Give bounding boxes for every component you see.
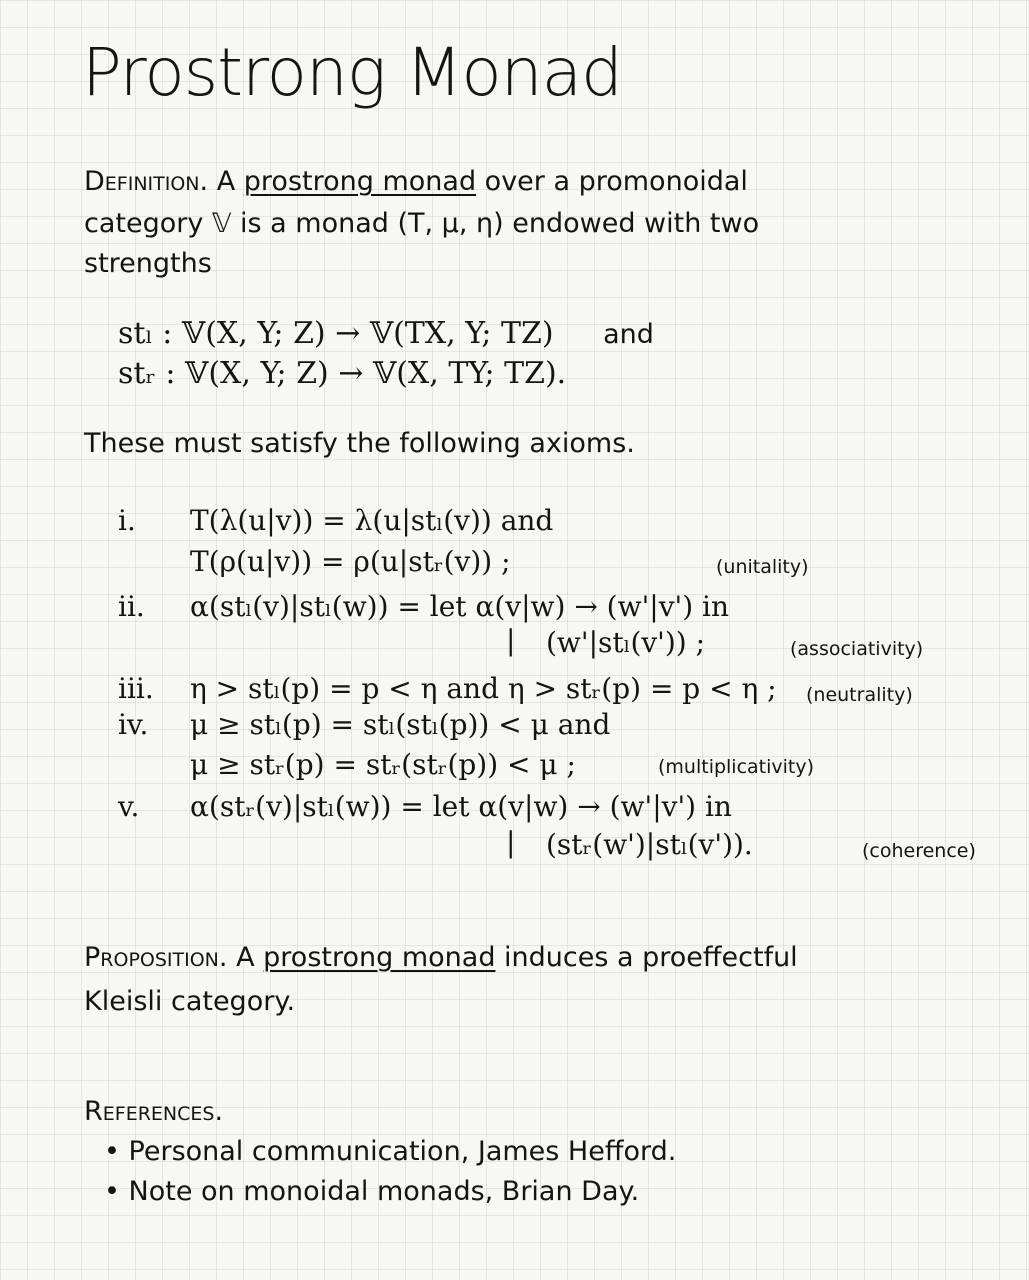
axiom-iii-text-1: η > stₗ(p) = p < η and η > stᵣ(p) = p < η ; [190, 672, 777, 705]
axiom-iii-number: iii. [118, 672, 154, 705]
axiom-ii-number: ii. [118, 590, 145, 623]
axiom-iv-text-2: μ ≥ stᵣ(p) = stᵣ(stᵣ(p)) < μ ; [190, 748, 576, 781]
reference-item [104, 1136, 676, 1167]
bullet-icon: • [104, 1136, 120, 1167]
axiom-v-line-1 [118, 790, 732, 823]
definition-term: prostrong monad [243, 166, 477, 197]
definition-line-3: strengths [84, 248, 212, 279]
strength-right: stᵣ : 𝕍(X, Y; Z) → 𝕍(X, TY; TZ). [118, 356, 567, 391]
axiom-i-number: i. [118, 504, 136, 537]
axiom-ii-text-1: α(stₗ(v)|stₗ(w)) = let α(v|w) → (w'|v') in [190, 590, 730, 623]
axiom-iii-note: (neutrality) [806, 684, 913, 706]
axiom-v-note: (coherence) [862, 840, 976, 862]
axiom-iv-text-1: μ ≥ stₗ(p) = stₗ(stₗ(p)) < μ and [190, 708, 611, 741]
axiom-i-text-2: T(ρ(u|v)) = ρ(u|stᵣ(v)) ; [190, 545, 511, 578]
axiom-v-text-2: (stᵣ(w')|stₗ(v')). [546, 828, 753, 861]
axiom-ii-note: (associativity) [790, 638, 924, 660]
proposition-line1-rest: induces a proeffectful [504, 942, 798, 973]
bullet-icon: • [104, 1176, 120, 1207]
axiom-v-bar: | [506, 826, 516, 859]
definition-line-2: category 𝕍 is a monad (T, μ, η) endowed with two [84, 208, 760, 239]
strength-left-line [118, 316, 654, 351]
references-heading: References. [84, 1096, 224, 1127]
reference-item-1: Personal communication, James Hefford. [128, 1136, 677, 1167]
axioms-intro: These must satisfy the following axioms. [84, 428, 635, 459]
axiom-ii-line-1 [118, 590, 729, 623]
proposition-term: prostrong monad [263, 942, 496, 973]
proposition-a: A [236, 942, 255, 973]
reference-item [104, 1176, 639, 1207]
axiom-v-text-1: α(stᵣ(v)|stₗ(w)) = let α(v|w) → (w'|v') in [190, 790, 732, 823]
definition-line1-rest: over a promonoidal [484, 166, 748, 197]
axiom-ii-bar: | [506, 624, 516, 657]
page-title: Prostrong Monad [82, 34, 622, 111]
definition-a: A [216, 166, 236, 197]
axiom-iv-number: iv. [118, 708, 149, 741]
axiom-i-line-1 [118, 504, 553, 537]
reference-item-2: Note on monoidal monads, Brian Day. [128, 1176, 640, 1207]
definition-heading: Definition. [84, 166, 209, 197]
axiom-iii-line-1 [118, 672, 777, 705]
axiom-i-text-1: T(λ(u|v)) = λ(u|stₗ(v)) and [190, 504, 554, 537]
axiom-iv-note: (multiplicativity) [658, 756, 815, 778]
axiom-ii-text-2: (w'|stₗ(v')) ; [546, 626, 706, 659]
proposition-line-1 [84, 942, 798, 973]
axiom-v-number: v. [118, 790, 140, 823]
strength-left: stₗ : 𝕍(X, Y; Z) → 𝕍(TX, Y; TZ) [118, 316, 554, 351]
definition-line-1 [84, 166, 748, 197]
axiom-iv-line-1 [118, 708, 610, 741]
proposition-heading: Proposition. [84, 942, 228, 973]
strength-and: and [603, 319, 654, 350]
proposition-line-2: Kleisli category. [84, 986, 296, 1017]
axiom-i-note: (unitality) [716, 556, 809, 578]
